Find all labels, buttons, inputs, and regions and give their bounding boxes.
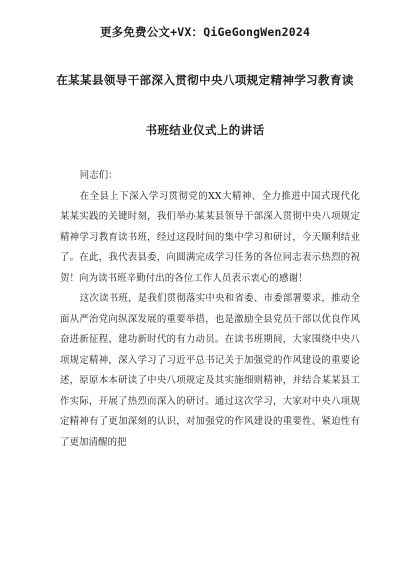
document-body (60, 166, 360, 453)
document-title-line-1: 在某某县领导干部深入贯彻中央八项规定精神学习教育读 (56, 73, 354, 87)
paragraph-2: 这次读书班，是我们贯彻落实中央和省委、市委部署要求，推动全面从严治党向纵深发展的重要举措，也是激励全县党员干部以优良作风奋进新征程、建功新时代的有力动员。在读书班期间，大家围绕中央八项规定精神，深入学习了习近平总书记关于加强党的作风建设的重要论述，原原本本研读了中央八项规定及其实施细则精神，并结合某某县工作实际，开展了热烈而深入的研讨。通过这次学习，大家对中央八项规定精神有了更加深刻的认识，对加强党的作风建设的重要性、紧迫性有了更加清醒的把 (60, 293, 360, 448)
salutation: 同志们： (79, 170, 118, 181)
header-note: 更多免费公文+VX：QiGeGongWen2024 (99, 25, 311, 39)
document-title-line-2: 书班结业仪式上的讲话 (145, 123, 265, 137)
paragraph-1: 在全县上下深入学习贯彻党的XX大精神、全力推进中国式现代化某某实践的关键时刻，我们举办某某县领导干部深入贯彻中央八项规定精神学习教育读书班，经过这段时间的集中学习和研讨，今天顺利结业了。在此，我代表县委，向圆满完成学习任务的各位同志表示热烈的祝贺！向为读书班辛勤付出的各位工作人员表示衷心的感谢！ (60, 190, 360, 284)
